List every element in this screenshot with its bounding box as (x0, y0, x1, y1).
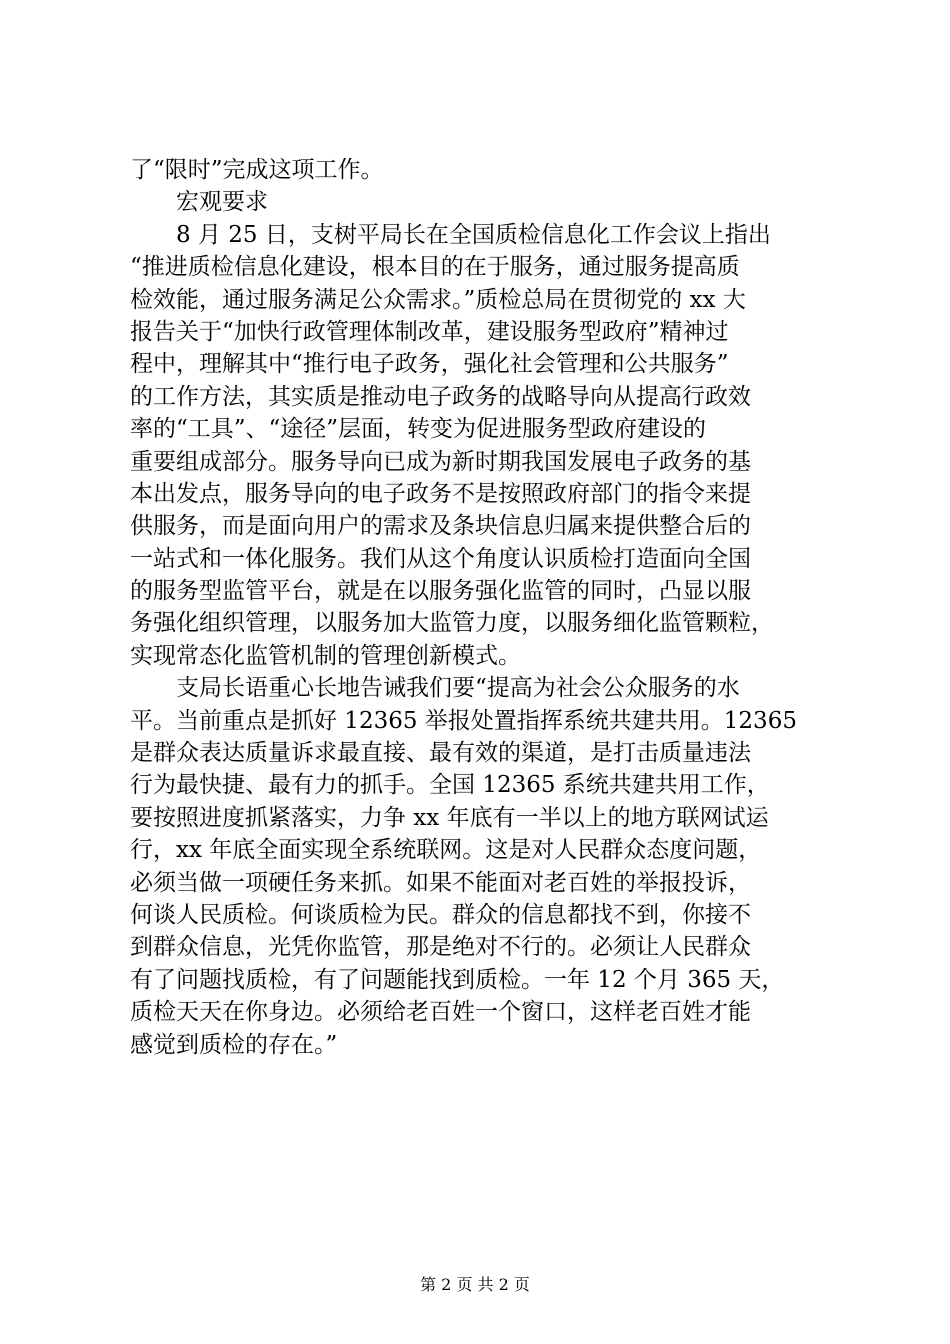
text-line: 检效能，通过服务满足公众需求。”质检总局在贯彻党的 xx 大 (130, 286, 746, 313)
text-line: 供服务，而是面向用户的需求及条块信息归属来提供整合后的 (130, 513, 751, 540)
text-line: “推进质检信息化建设，根本目的在于服务，通过服务提高质 (130, 254, 740, 281)
text-line: 支局长语重心长地告诫我们要“提高为社会公众服务的水 (176, 675, 740, 702)
text-line: 8 月 25 日，支树平局长在全国质检信息化工作会议上指出 (176, 221, 771, 248)
text-line: 的服务型监管平台，就是在以服务强化监管的同时，凸显以服 (130, 578, 751, 605)
text-line: 一站式和一体化服务。我们从这个角度认识质检打造面向全国 (130, 545, 751, 572)
page-footer: 第 2 页 共 2 页 (420, 1275, 530, 1294)
text-line: 感觉到质检的存在。” (130, 1031, 338, 1058)
text-line: 平。当前重点是抓好 12365 举报处置指挥系统共建共用。12365 (130, 707, 797, 734)
text-line: 到群众信息，光凭你监管，那是绝对不行的。必须让人民群众 (130, 934, 751, 961)
text-line: 必须当做一项硬任务来抓。如果不能面对老百姓的举报投诉， (130, 869, 751, 896)
text-line: 宏观要求 (176, 189, 268, 216)
text-line: 了“限时”完成这项工作。 (130, 157, 384, 183)
document-body (130, 154, 830, 1061)
text-line: 实现常态化监管机制的管理创新模式。 (130, 642, 521, 669)
text-line: 质检天天在你身边。必须给老百姓一个窗口，这样老百姓才能 (130, 999, 751, 1026)
text-line: 是群众表达质量诉求最直接、最有效的渠道，是打击质量违法 (130, 740, 751, 767)
text-line: 程中，理解其中“推行电子政务，强化社会管理和公共服务” (130, 351, 729, 378)
text-line: 有了问题找质检，有了问题能找到质检。一年 12 个月 365 天， (130, 966, 785, 993)
text-line: 率的“工具”、“途径”层面，转变为促进服务型政府建设的 (130, 416, 707, 443)
text-line: 行，xx 年底全面实现全系统联网。这是对人民群众态度问题， (130, 837, 762, 864)
text-line: 重要组成部分。服务导向已成为新时期我国发展电子政务的基 (130, 448, 751, 475)
text-line: 报告关于“加快行政管理体制改革，建设服务型政府”精神过 (130, 318, 729, 345)
text-line: 的工作方法，其实质是推动电子政务的战略导向从提高行政效 (130, 383, 751, 410)
text-line: 务强化组织管理，以服务加大监管力度，以服务细化监管颗粒， (130, 610, 774, 637)
text-line: 行为最快捷、最有力的抓手。全国 12365 系统共建共用工作， (130, 772, 770, 799)
text-line: 何谈人民质检。何谈质检为民。群众的信息都找不到，你接不 (130, 901, 751, 928)
text-line: 本出发点，服务导向的电子政务不是按照政府部门的指令来提 (130, 480, 751, 507)
text-line: 要按照进度抓紧落实，力争 xx 年底有一半以上的地方联网试运 (130, 804, 769, 831)
